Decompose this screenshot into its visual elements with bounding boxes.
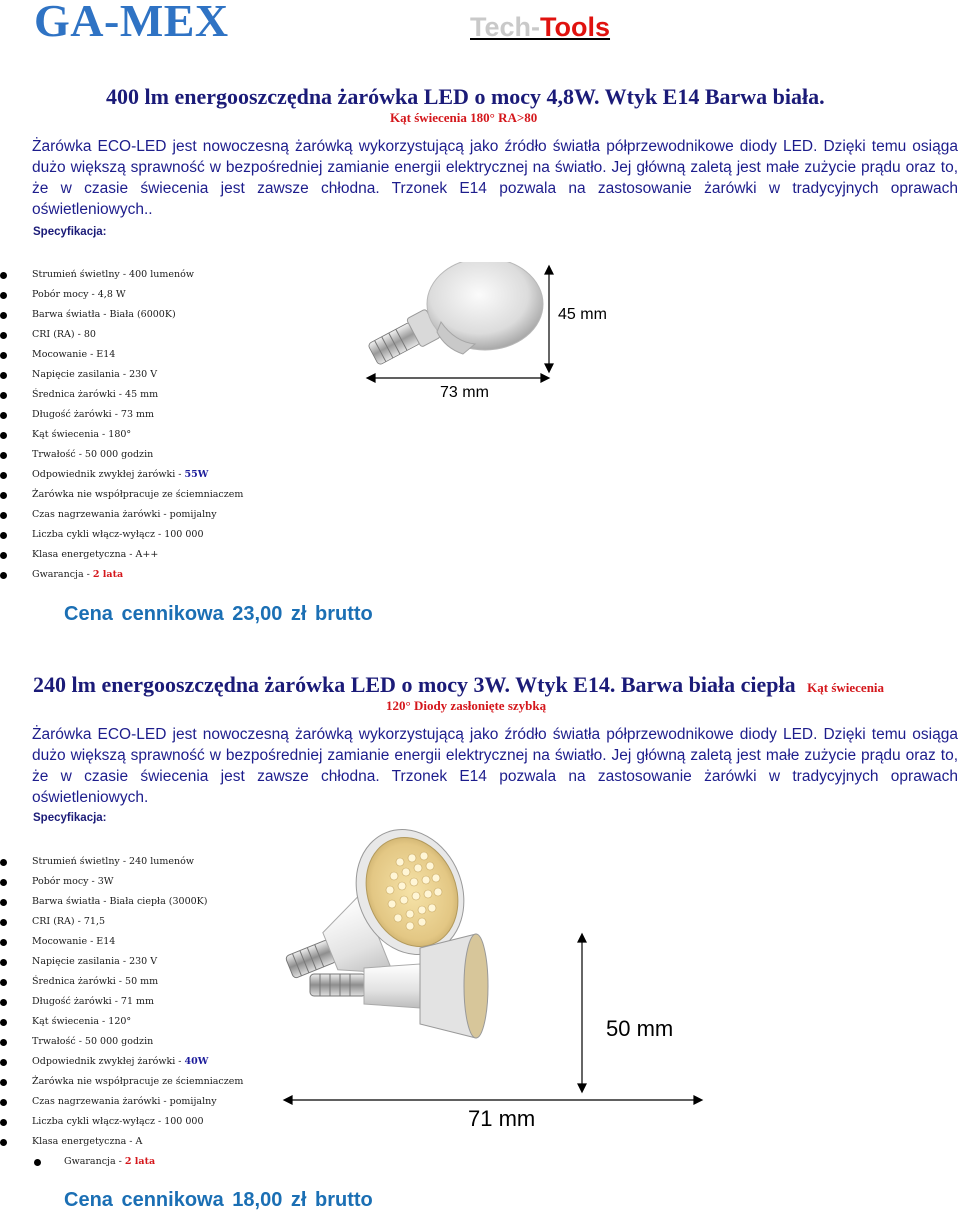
list-item: Czas nagrzewania żarówki - pomijalny <box>0 1094 420 1114</box>
equiv-value: 40W <box>184 1056 209 1067</box>
list-item: Mocowanie - E14 <box>0 347 420 367</box>
list-item: Odpowiednik zwykłej żarówki - 55W <box>0 467 420 487</box>
product2-description-text: Żarówka ECO-LED jest nowoczesną żarówką wykorzystującą jako źródło światła półprzewodnikowe diody LED. Dzięki temu osiąga dużo większą sprawność w bezpośredniej zamianie energii elektrycznej na światło. Jej główną zaletą jest małe zużycie prądu oraz to, że w czasie świecenia jest zawsze chłodna. Trzonek E14 pozwala na zastosowanie żarówki w tradycyjnych oprawach oświetleniowych. <box>32 726 958 806</box>
product2-length-label: 71 mm <box>468 1106 536 1131</box>
list-item: CRI (RA) - 71,5 <box>0 914 420 934</box>
product1-bulb-image <box>355 262 635 402</box>
list-item: Długość żarówki - 71 mm <box>0 994 420 1014</box>
list-item: Napięcie zasilania - 230 V <box>0 367 420 387</box>
list-item: Klasa energetyczna - A++ <box>0 547 420 567</box>
list-item: Długość żarówki - 73 mm <box>0 407 420 427</box>
warranty-value: 2 lata <box>92 569 124 580</box>
product1-description <box>32 136 958 220</box>
brand-logo: GA-MEX <box>34 0 229 46</box>
list-item: Żarówka nie współpracuje ze ściemniaczem <box>0 487 420 507</box>
product2-title-text: 240 lm energooszczędna żarówka LED o mocy 3W. Wtyk E14. Barwa biała ciepła <box>33 672 796 697</box>
list-item: CRI (RA) - 80 <box>0 327 420 347</box>
product1-subtitle: Kąt świecenia 180° RA>80 <box>390 110 538 125</box>
list-item: Klasa energetyczna - A <box>0 1134 420 1154</box>
list-item: Kąt świecenia - 180° <box>0 427 420 447</box>
product1-description-text: Żarówka ECO-LED jest nowoczesną żarówką wykorzystującą jako źródło światła półprzewodnikowe diody LED. Dzięki temu osiąga dużo większą sprawność w bezpośredniej zamianie energii elektrycznej na światło. Jej główną zaletą jest małe zużycie prądu oraz to, że w czasie świecenia jest zawsze chłodna. Trzonek E14 pozwala na zastosowanie żarówki w tradycyjnych oprawach oświetleniowych.. <box>32 138 958 218</box>
list-item: Strumień świetlny - 400 lumenów <box>0 267 420 287</box>
product1-diameter-label: 45 mm <box>558 306 607 323</box>
list-item: Odpowiednik zwykłej żarówki - 40W <box>0 1054 420 1074</box>
product2-description <box>32 724 958 808</box>
product1-price: Cena cennikowa 23,00 zł brutto <box>64 603 373 625</box>
diameter-dimension-line <box>545 266 553 372</box>
product1-spec-label: Specyfikacja: <box>33 226 107 238</box>
list-item: Liczba cykli włącz-wyłącz - 100 000 <box>0 527 420 547</box>
product2-angle-label: Kąt świecenia <box>807 680 885 695</box>
product2-diameter-label: 50 mm <box>606 1016 674 1041</box>
list-item: Średnica żarówki - 50 mm <box>0 974 420 994</box>
list-item: Czas nagrzewania żarówki - pomijalny <box>0 507 420 527</box>
list-item: Trwałość - 50 000 godzin <box>0 447 420 467</box>
list-item: Barwa światła - Biała ciepła (3000K) <box>0 894 420 914</box>
list-item: Strumień świetlny - 240 lumenów <box>0 854 420 874</box>
product2-spec-label: Specyfikacja: <box>33 812 107 824</box>
equiv-value: 55W <box>184 469 209 480</box>
list-item: Gwarancja - 2 lata <box>0 1154 420 1174</box>
length-dimension-line <box>367 374 549 382</box>
list-item: Pobór mocy - 3W <box>0 874 420 894</box>
list-item: Średnica żarówki - 45 mm <box>0 387 420 407</box>
product2-price: Cena cennikowa 18,00 zł brutto <box>64 1189 373 1211</box>
product2-subtitle: 120° Diody zasłonięte szybką <box>386 698 547 713</box>
list-item: Barwa światła - Biała (6000K) <box>0 307 420 327</box>
product1-title: 400 lm energooszczędna żarówka LED o mocy 4,8W. Wtyk E14 Barwa biała. <box>106 84 825 109</box>
tech-label: Tech- <box>470 12 541 42</box>
product2-bulb-image <box>270 822 730 1132</box>
warranty-value: 2 lata <box>124 1156 156 1167</box>
product2-title <box>33 672 884 698</box>
tools-label: Tools <box>540 12 611 42</box>
diameter-dimension-line <box>578 934 586 1092</box>
tech-tools-link[interactable] <box>470 12 610 43</box>
list-item: Pobór mocy - 4,8 W <box>0 287 420 307</box>
list-item: Napięcie zasilania - 230 V <box>0 954 420 974</box>
length-dimension-line <box>284 1096 702 1104</box>
list-item: Trwałość - 50 000 godzin <box>0 1034 420 1054</box>
list-item: Liczba cykli włącz-wyłącz - 100 000 <box>0 1114 420 1134</box>
list-item: Kąt świecenia - 120° <box>0 1014 420 1034</box>
product1-length-label: 73 mm <box>440 384 489 401</box>
list-item: Mocowanie - E14 <box>0 934 420 954</box>
list-item: Gwarancja - 2 lata <box>0 567 420 587</box>
list-item: Żarówka nie współpracuje ze ściemniaczem <box>0 1074 420 1094</box>
